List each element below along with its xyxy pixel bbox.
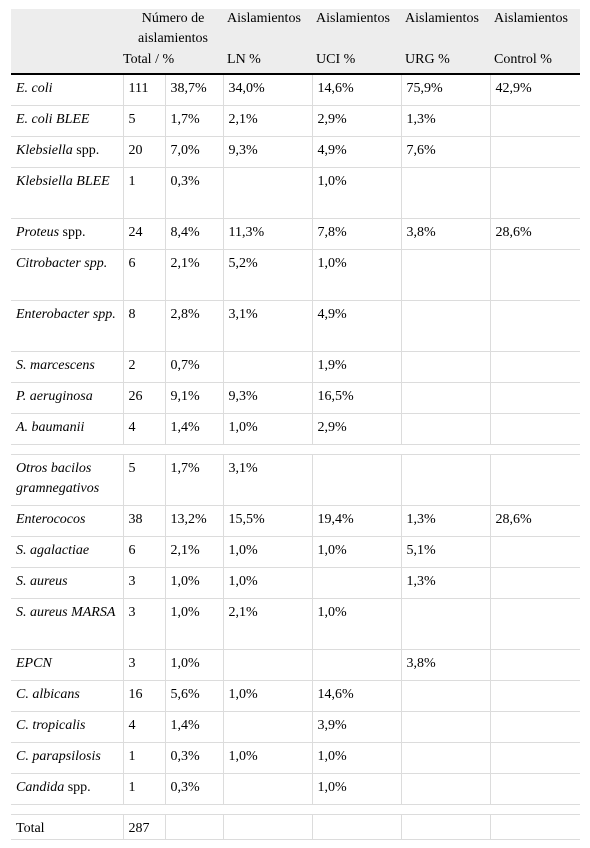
organism-name: E. coli [16, 81, 53, 96]
isolates-table [11, 9, 580, 840]
urg-cell [401, 352, 490, 383]
control-cell [490, 568, 580, 599]
uci-cell: 1,0% [312, 599, 401, 650]
header-ln-bottom: LN % [223, 49, 312, 74]
percent-cell: 7,0% [165, 137, 223, 168]
spacer-row [11, 445, 580, 455]
ln-cell: 3,1% [223, 301, 312, 352]
header-control-bottom: Control % [490, 49, 580, 74]
organism-cell [11, 506, 123, 537]
organism-suffix: spp. [59, 225, 86, 240]
header-ln-top: Aislamientos [223, 9, 312, 49]
uci-cell [312, 455, 401, 506]
ln-cell [223, 168, 312, 219]
percent-cell: 1,4% [165, 712, 223, 743]
table-container [11, 9, 580, 840]
header-control-top: Aislamientos [490, 9, 580, 49]
percent-cell: 38,7% [165, 74, 223, 106]
ln-cell: 1,0% [223, 414, 312, 445]
organism-name: A. baumanii [16, 420, 85, 435]
ln-cell: 2,1% [223, 106, 312, 137]
organism-cell [11, 681, 123, 712]
header-count-top: Número de aislamientos [123, 9, 223, 49]
organism-name: EPCN [16, 656, 52, 671]
table-header [11, 9, 580, 74]
urg-cell: 75,9% [401, 74, 490, 106]
table-row [11, 219, 580, 250]
organism-name: P. aeruginosa [16, 389, 93, 404]
urg-cell [401, 712, 490, 743]
percent-cell: 1,7% [165, 106, 223, 137]
organism-suffix: spp. [64, 780, 91, 795]
table-row [11, 743, 580, 774]
spacer-cell [165, 445, 223, 455]
table-row [11, 712, 580, 743]
spacer-cell [312, 805, 401, 815]
percent-cell: 2,8% [165, 301, 223, 352]
table-row [11, 455, 580, 506]
count-cell: 38 [123, 506, 165, 537]
ln-cell [223, 712, 312, 743]
control-cell: 28,6% [490, 219, 580, 250]
count-cell: 5 [123, 455, 165, 506]
organism-cell [11, 650, 123, 681]
organism-cell [11, 301, 123, 352]
spacer-cell [165, 805, 223, 815]
spacer-cell [401, 445, 490, 455]
control-cell [490, 774, 580, 805]
ln-cell: 1,0% [223, 537, 312, 568]
control-cell: 42,9% [490, 74, 580, 106]
uci-cell: 1,0% [312, 743, 401, 774]
spacer-cell [11, 445, 123, 455]
count-cell: 20 [123, 137, 165, 168]
header-organism-blank-2 [11, 49, 123, 74]
count-cell: 2 [123, 352, 165, 383]
urg-cell: 3,8% [401, 650, 490, 681]
table-row [11, 352, 580, 383]
organism-name: Enterococos [16, 512, 86, 527]
spacer-cell [312, 445, 401, 455]
control-cell [490, 650, 580, 681]
table-row [11, 383, 580, 414]
ln-cell [223, 352, 312, 383]
spacer-cell [490, 805, 580, 815]
urg-cell: 1,3% [401, 106, 490, 137]
count-cell: 1 [123, 774, 165, 805]
table-row [11, 250, 580, 301]
organism-name: Klebsiella BLEE [16, 174, 110, 189]
control-cell [490, 137, 580, 168]
uci-cell: 2,9% [312, 106, 401, 137]
urg-cell [401, 599, 490, 650]
percent-cell: 8,4% [165, 219, 223, 250]
table-row [11, 537, 580, 568]
count-cell: 4 [123, 414, 165, 445]
table-row [11, 74, 580, 106]
control-cell [490, 106, 580, 137]
urg-cell [401, 455, 490, 506]
ln-cell: 15,5% [223, 506, 312, 537]
spacer-cell [123, 805, 165, 815]
control-cell [490, 743, 580, 774]
ln-cell [223, 774, 312, 805]
urg-cell [401, 168, 490, 219]
count-cell: 4 [123, 712, 165, 743]
organism-cell [11, 743, 123, 774]
organism-cell [11, 168, 123, 219]
urg-cell: 3,8% [401, 219, 490, 250]
organism-name: Otros bacilos gramnegativos [16, 461, 100, 496]
organism-name: Proteus [16, 225, 60, 240]
percent-cell: 2,1% [165, 250, 223, 301]
control-cell [490, 250, 580, 301]
organism-cell [11, 106, 123, 137]
uci-cell: 1,0% [312, 774, 401, 805]
ln-cell: 3,1% [223, 455, 312, 506]
table-row [11, 774, 580, 805]
uci-cell: 2,9% [312, 414, 401, 445]
count-cell: 1 [123, 168, 165, 219]
control-cell [490, 352, 580, 383]
organism-cell [11, 137, 123, 168]
organism-name: S. marcescens [16, 358, 95, 373]
urg-cell [401, 743, 490, 774]
header-count-bottom: Total / % [123, 49, 223, 74]
table-row [11, 599, 580, 650]
uci-cell: 16,5% [312, 383, 401, 414]
percent-cell: 0,3% [165, 743, 223, 774]
table-body [11, 74, 580, 840]
urg-cell: 5,1% [401, 537, 490, 568]
urg-cell: 7,6% [401, 137, 490, 168]
percent-cell: 9,1% [165, 383, 223, 414]
urg-cell: 1,3% [401, 506, 490, 537]
urg-cell [401, 414, 490, 445]
organism-cell: Total [11, 815, 123, 840]
organism-cell [11, 712, 123, 743]
percent-cell: 0,7% [165, 352, 223, 383]
organism-name: Candida [16, 780, 65, 795]
ln-cell: 11,3% [223, 219, 312, 250]
count-cell: 3 [123, 599, 165, 650]
ln-cell [223, 815, 312, 840]
ln-cell: 1,0% [223, 568, 312, 599]
control-cell [490, 537, 580, 568]
percent-cell: 0,3% [165, 774, 223, 805]
uci-cell [312, 815, 401, 840]
ln-cell: 2,1% [223, 599, 312, 650]
uci-cell [312, 568, 401, 599]
organism-name: C. albicans [16, 687, 80, 702]
uci-cell: 14,6% [312, 74, 401, 106]
uci-cell: 1,9% [312, 352, 401, 383]
percent-cell: 13,2% [165, 506, 223, 537]
organism-name: C. parapsilosis [16, 749, 101, 764]
control-cell [490, 301, 580, 352]
control-cell [490, 414, 580, 445]
uci-cell: 4,9% [312, 137, 401, 168]
percent-cell [165, 815, 223, 840]
spacer-cell [223, 445, 312, 455]
spacer-cell [401, 805, 490, 815]
urg-cell [401, 681, 490, 712]
organism-name: E. coli BLEE [16, 112, 90, 127]
table-row [11, 650, 580, 681]
uci-cell: 4,9% [312, 301, 401, 352]
organism-name: Enterobacter spp. [16, 307, 116, 322]
count-cell: 16 [123, 681, 165, 712]
organism-cell [11, 352, 123, 383]
table-row [11, 106, 580, 137]
organism-name: Klebsiella [16, 143, 73, 158]
organism-cell [11, 74, 123, 106]
spacer-cell [11, 805, 123, 815]
table-row [11, 301, 580, 352]
percent-cell: 1,4% [165, 414, 223, 445]
spacer-row [11, 805, 580, 815]
count-cell: 5 [123, 106, 165, 137]
count-cell: 8 [123, 301, 165, 352]
header-urg-bottom: URG % [401, 49, 490, 74]
uci-cell: 3,9% [312, 712, 401, 743]
organism-cell [11, 537, 123, 568]
percent-cell: 1,0% [165, 599, 223, 650]
spacer-cell [490, 445, 580, 455]
header-urg-top: Aislamientos [401, 9, 490, 49]
percent-cell: 2,1% [165, 537, 223, 568]
organism-cell [11, 599, 123, 650]
table-row [11, 568, 580, 599]
table-row [11, 168, 580, 219]
organism-cell [11, 250, 123, 301]
ln-cell [223, 650, 312, 681]
control-cell [490, 599, 580, 650]
organism-suffix: spp. [72, 143, 100, 158]
control-cell [490, 815, 580, 840]
ln-cell: 1,0% [223, 743, 312, 774]
urg-cell: 1,3% [401, 568, 490, 599]
organism-name: S. agalactiae [16, 543, 90, 558]
control-cell [490, 712, 580, 743]
control-cell: 28,6% [490, 506, 580, 537]
uci-cell: 1,0% [312, 168, 401, 219]
count-cell: 6 [123, 537, 165, 568]
uci-cell: 1,0% [312, 537, 401, 568]
organism-name: S. aureus [16, 574, 68, 589]
ln-cell: 9,3% [223, 137, 312, 168]
ln-cell: 1,0% [223, 681, 312, 712]
organism-cell [11, 383, 123, 414]
control-cell [490, 383, 580, 414]
count-cell: 6 [123, 250, 165, 301]
uci-cell: 1,0% [312, 250, 401, 301]
organism-cell [11, 455, 123, 506]
organism-name: S. aureus MARSA [16, 605, 116, 620]
uci-cell: 14,6% [312, 681, 401, 712]
percent-cell: 0,3% [165, 168, 223, 219]
count-cell: 111 [123, 74, 165, 106]
header-organism-blank [11, 9, 123, 49]
total-row [11, 815, 580, 840]
ln-cell: 34,0% [223, 74, 312, 106]
control-cell [490, 455, 580, 506]
organism-name: C. tropicalis [16, 718, 86, 733]
urg-cell [401, 383, 490, 414]
percent-cell: 1,7% [165, 455, 223, 506]
organism-cell [11, 568, 123, 599]
organism-cell [11, 774, 123, 805]
count-cell: 287 [123, 815, 165, 840]
table-row [11, 506, 580, 537]
organism-cell [11, 414, 123, 445]
count-cell: 26 [123, 383, 165, 414]
ln-cell: 9,3% [223, 383, 312, 414]
count-cell: 24 [123, 219, 165, 250]
spacer-cell [223, 805, 312, 815]
urg-cell [401, 301, 490, 352]
percent-cell: 5,6% [165, 681, 223, 712]
control-cell [490, 681, 580, 712]
header-uci-bottom: UCI % [312, 49, 401, 74]
table-row [11, 414, 580, 445]
urg-cell [401, 774, 490, 805]
spacer-cell [123, 445, 165, 455]
control-cell [490, 168, 580, 219]
table-row [11, 681, 580, 712]
table-row [11, 137, 580, 168]
organism-name: Citrobacter spp. [16, 256, 108, 271]
count-cell: 3 [123, 650, 165, 681]
count-cell: 1 [123, 743, 165, 774]
urg-cell [401, 815, 490, 840]
urg-cell [401, 250, 490, 301]
count-cell: 3 [123, 568, 165, 599]
uci-cell: 7,8% [312, 219, 401, 250]
uci-cell [312, 650, 401, 681]
ln-cell: 5,2% [223, 250, 312, 301]
header-uci-top: Aislamientos [312, 9, 401, 49]
organism-cell [11, 219, 123, 250]
uci-cell: 19,4% [312, 506, 401, 537]
percent-cell: 1,0% [165, 568, 223, 599]
percent-cell: 1,0% [165, 650, 223, 681]
